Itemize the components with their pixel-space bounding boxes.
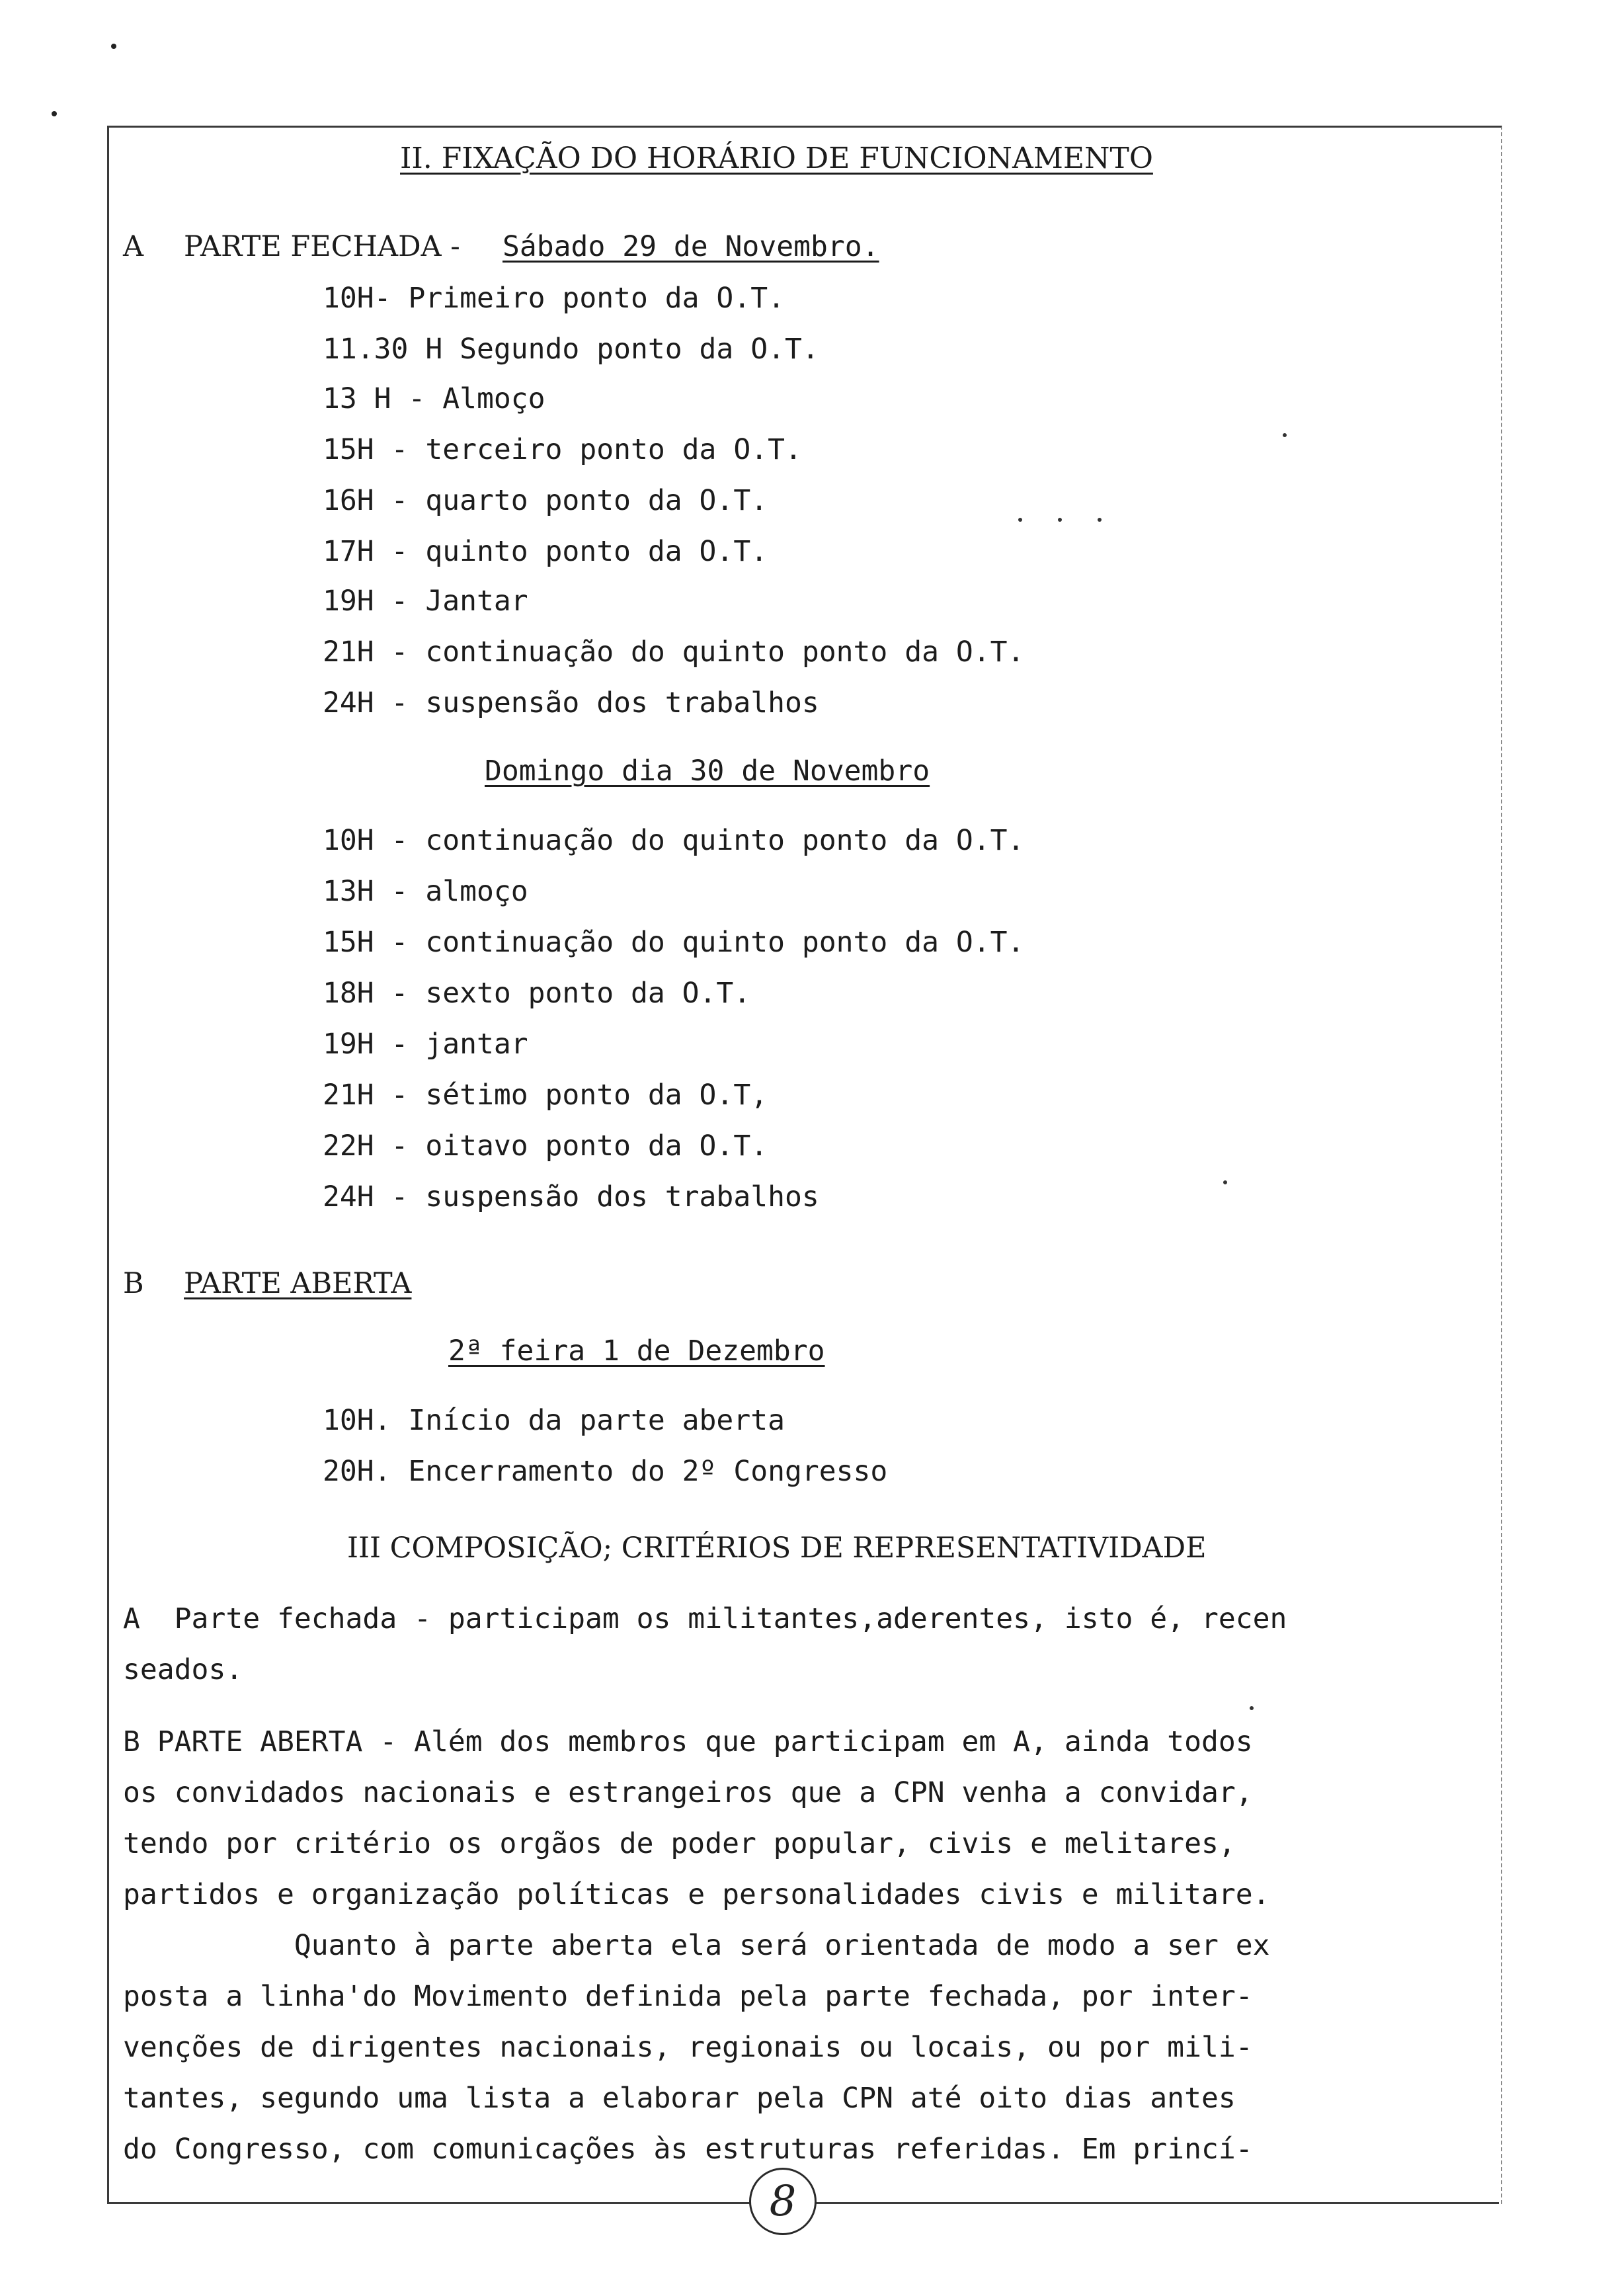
body-line: seados. <box>123 1653 243 1686</box>
part-b-day-title: 2ª feira 1 de Dezembro <box>448 1334 825 1368</box>
body-line: posta a linha'do Movimento definida pela parte fechada, por inter- <box>123 1980 1253 2013</box>
body-line: B PARTE ABERTA - Além dos membros que participam em A, ainda todos <box>123 1725 1253 1758</box>
schedule-row: 13 H - Almoço <box>323 382 545 415</box>
body-line: Quanto à parte aberta ela será orientada de modo a ser ex <box>123 1929 1270 1962</box>
part-b-label: PARTE ABERTA <box>184 1267 412 1300</box>
schedule-row: 10H. Início da parte aberta <box>323 1404 785 1437</box>
body-line: os convidados nacionais e estrangeiros que a CPN venha a convidar, <box>123 1776 1253 1809</box>
part-a-label: PARTE FECHADA - <box>184 230 460 263</box>
page-number: 8 <box>749 2168 817 2235</box>
schedule-row: 11.30 H Segundo ponto da O.T. <box>323 333 819 366</box>
section-3-title: III COMPOSIÇÃO; CRITÉRIOS DE REPRESENTATIVIDADE <box>347 1532 1207 1565</box>
scan-speck <box>1223 1180 1227 1184</box>
section-2-title: II. FIXAÇÃO DO HORÁRIO DE FUNCIONAMENTO <box>400 142 1153 175</box>
body-line: venções de dirigentes nacionais, regionais ou locais, ou por mili- <box>123 2031 1253 2064</box>
body-line: tantes, segundo uma lista a elaborar pela CPN até oito dias antes <box>123 2082 1236 2115</box>
day2-title: Domingo dia 30 de Novembro <box>485 755 930 788</box>
schedule-row: 18H - sexto ponto da O.T. <box>323 977 751 1010</box>
schedule-row: 17H - quinto ponto da O.T. <box>323 535 768 568</box>
scan-speck <box>1098 518 1102 522</box>
part-a-letter: A <box>123 230 144 263</box>
scan-speck <box>52 111 57 116</box>
schedule-row: 15H - terceiro ponto da O.T. <box>323 433 802 466</box>
body-line: A Parte fechada - participam os militantes,aderentes, isto é, recen <box>123 1602 1287 1635</box>
schedule-row: 21H - sétimo ponto da O.T, <box>323 1079 768 1112</box>
schedule-row: 13H - almoço <box>323 875 528 908</box>
schedule-row: 15H - continuação do quinto ponto da O.T. <box>323 926 1025 959</box>
schedule-row: 16H - quarto ponto da O.T. <box>323 484 768 517</box>
schedule-row: 24H - suspensão dos trabalhos <box>323 1180 819 1213</box>
scan-speck <box>1250 1706 1254 1710</box>
schedule-row: 10H- Primeiro ponto da O.T. <box>323 282 785 315</box>
schedule-row: 22H - oitavo ponto da O.T. <box>323 1129 768 1163</box>
part-b-letter: B <box>123 1267 144 1300</box>
schedule-row: 19H - jantar <box>323 1028 528 1061</box>
scan-speck <box>1018 518 1022 522</box>
schedule-row: 19H - Jantar <box>323 585 528 618</box>
scan-speck <box>1283 433 1287 437</box>
schedule-row: 21H - continuação do quinto ponto da O.T. <box>323 636 1025 669</box>
schedule-row: 24H - suspensão dos trabalhos <box>323 686 819 719</box>
scan-speck <box>1058 518 1062 522</box>
body-line: tendo por critério os orgãos de poder popular, civis e melitares, <box>123 1827 1236 1860</box>
schedule-row: 20H. Encerramento do 2º Congresso <box>323 1455 888 1488</box>
body-line: partidos e organização políticas e personalidades civis e militare. <box>123 1878 1270 1911</box>
schedule-row: 10H - continuação do quinto ponto da O.T. <box>323 824 1025 857</box>
day1-title: Sábado 29 de Novembro. <box>502 230 879 263</box>
scan-speck <box>111 44 116 49</box>
body-line: do Congresso, com comunicações às estruturas referidas. Em princí- <box>123 2133 1253 2166</box>
